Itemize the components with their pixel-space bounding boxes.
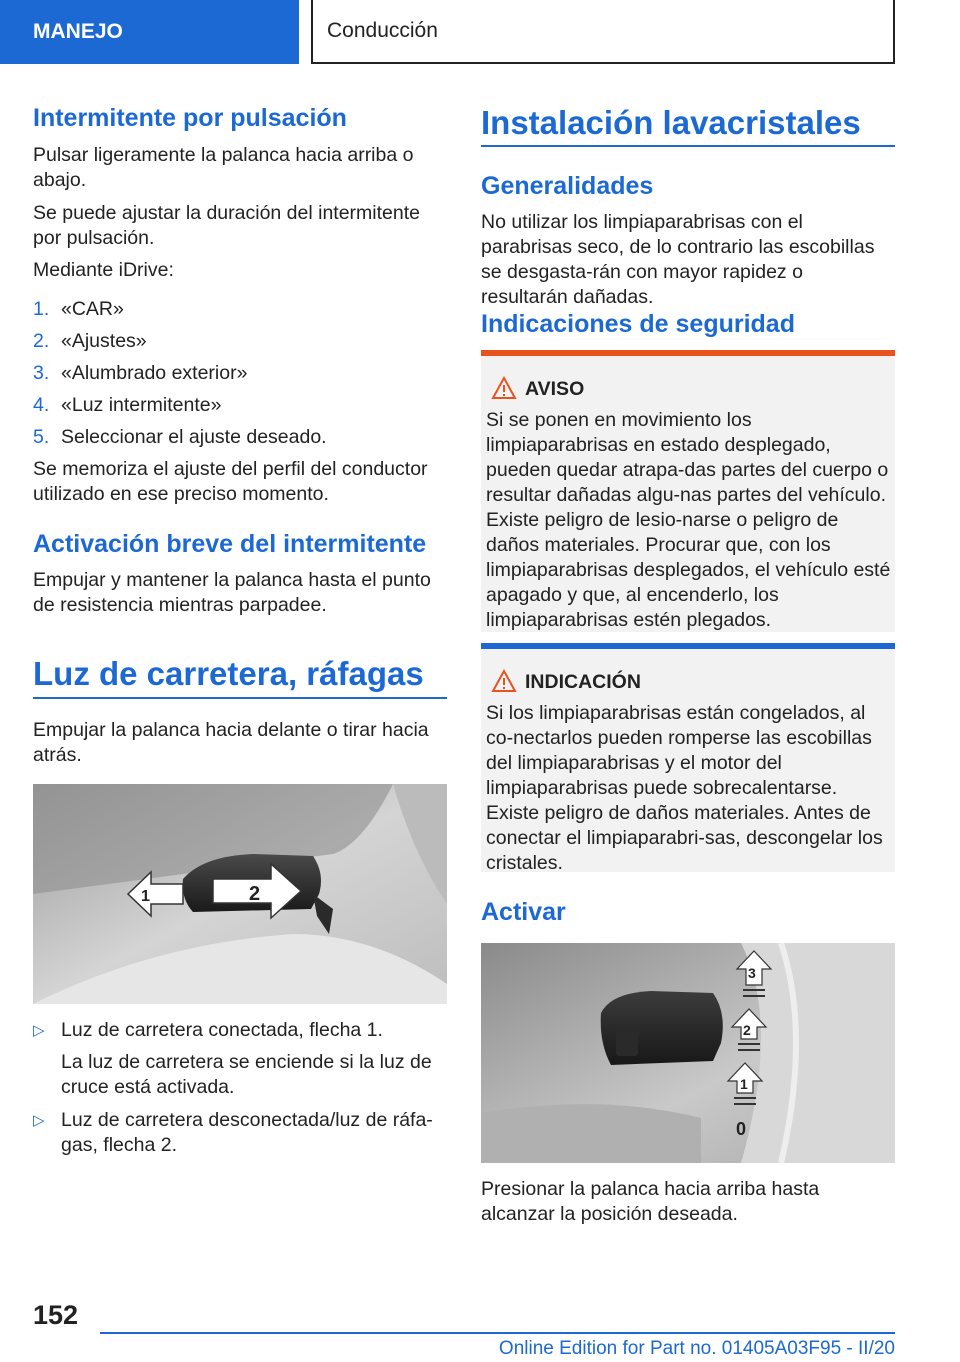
heading-rule bbox=[481, 145, 895, 147]
heading-pulsacion: Intermitente por pulsación bbox=[33, 104, 347, 132]
step-text: «CAR» bbox=[61, 298, 124, 320]
lever-figure bbox=[33, 784, 447, 1004]
bullet-subtext: La luz de carretera se enciende si la luz de cruce está activada. bbox=[61, 1051, 432, 1098]
notice-title: INDICACIÓN bbox=[525, 671, 641, 693]
step-number: 3. bbox=[33, 362, 50, 384]
bullet-text: Luz de carretera conectada, flecha 1. bbox=[61, 1019, 383, 1041]
heading-breve: Activación breve del intermitente bbox=[33, 530, 427, 558]
heading-instalacion: Instalación lavacristales bbox=[481, 104, 861, 141]
notice-box bbox=[481, 643, 895, 872]
triangle-bullet-icon: ▷ bbox=[33, 1022, 45, 1039]
paragraph: Se puede ajustar la duración del intermitente por pulsación. bbox=[33, 202, 420, 249]
step-number: 2. bbox=[33, 330, 50, 352]
page-number: 152 bbox=[33, 1300, 79, 1330]
paragraph: Empujar y mantener la palanca hasta el punto de resistencia mientras parpadee. bbox=[33, 569, 431, 616]
position-label-0: 0 bbox=[736, 1119, 747, 1139]
chapter-title: Conducción bbox=[311, 0, 895, 64]
heading-activar: Activar bbox=[481, 898, 566, 926]
heading-luz-carretera: Luz de carretera, ráfagas bbox=[33, 655, 424, 692]
triangle-bullet-icon: ▷ bbox=[33, 1112, 45, 1129]
step-number: 5. bbox=[33, 426, 50, 448]
position-label-1: 1 bbox=[740, 1076, 748, 1092]
warning-title: AVISO bbox=[525, 378, 585, 400]
notice-bar bbox=[481, 643, 895, 649]
step-text: «Alumbrado exterior» bbox=[61, 362, 248, 384]
notice-body: Si los limpiaparabrisas están congelados, al co-nectarlos pueden romperse las escobillas del limpiaparabrisas y el motor del limpiaparabrisas puede sobrecalentarse. Existe peligro de daños materiales. Antes de conectar el limpiaparabri-sas, descongelar los cristales. bbox=[486, 702, 883, 874]
paragraph: Se memoriza el ajuste del perfil del conductor utilizado en ese preciso momento. bbox=[33, 458, 428, 505]
warning-body: Si se ponen en movimiento los limpiaparabrisas en estado desplegado, pueden quedar atrapa-das partes del cuerpo o resultar dañadas algu-nas partes del vehículo. Existe peligro de lesio-narse o peligro de daños materiales. Procurar que, con los limpiaparabrisas desplegados, el vehículo esté apagado y que, al encenderlo, los limpiaparabrisas estén plegados. bbox=[486, 409, 891, 631]
step-text: «Ajustes» bbox=[61, 330, 147, 352]
lever-illustration bbox=[33, 784, 447, 1004]
warning-triangle-icon bbox=[491, 376, 517, 400]
paragraph: Pulsar ligeramente la palanca hacia arriba o abajo. bbox=[33, 144, 414, 191]
warning-bar bbox=[481, 350, 895, 356]
footer-rule bbox=[100, 1332, 895, 1334]
list-item bbox=[33, 1108, 447, 1168]
warning-box bbox=[481, 350, 895, 632]
step-number: 4. bbox=[33, 394, 50, 416]
paragraph: Presionar la palanca hacia arriba hasta alcanzar la posición deseada. bbox=[481, 1178, 820, 1225]
wiper-lever-illustration bbox=[481, 943, 895, 1163]
step-text: Seleccionar el ajuste deseado. bbox=[61, 426, 327, 448]
paragraph: No utilizar los limpiaparabrisas con el parabrisas seco, de lo contrario las escobillas se desgasta-rán con mayor rapidez o resultarán dañadas. bbox=[481, 211, 875, 308]
heading-seguridad: Indicaciones de seguridad bbox=[481, 310, 795, 338]
caution-triangle-icon bbox=[491, 669, 517, 693]
paragraph: Empujar la palanca hacia delante o tirar hacia atrás. bbox=[33, 719, 429, 766]
heading-rule bbox=[33, 697, 447, 699]
arrow-label-1: 1 bbox=[141, 888, 150, 905]
position-label-2: 2 bbox=[743, 1022, 751, 1038]
step-number: 1. bbox=[33, 298, 50, 320]
step-text: «Luz intermitente» bbox=[61, 394, 222, 416]
paragraph: Mediante iDrive: bbox=[33, 259, 174, 281]
arrow-label-2: 2 bbox=[249, 883, 261, 905]
section-tab: MANEJO bbox=[0, 0, 299, 64]
edition-info: Online Edition for Part no. 01405A03F95 - II/20 bbox=[498, 1338, 895, 1359]
position-label-3: 3 bbox=[748, 965, 756, 981]
bullet-text: Luz de carretera desconectada/luz de ráfa-gas, flecha 2. bbox=[61, 1109, 433, 1156]
wiper-lever-figure bbox=[481, 943, 895, 1163]
heading-generalidades: Generalidades bbox=[481, 172, 654, 200]
